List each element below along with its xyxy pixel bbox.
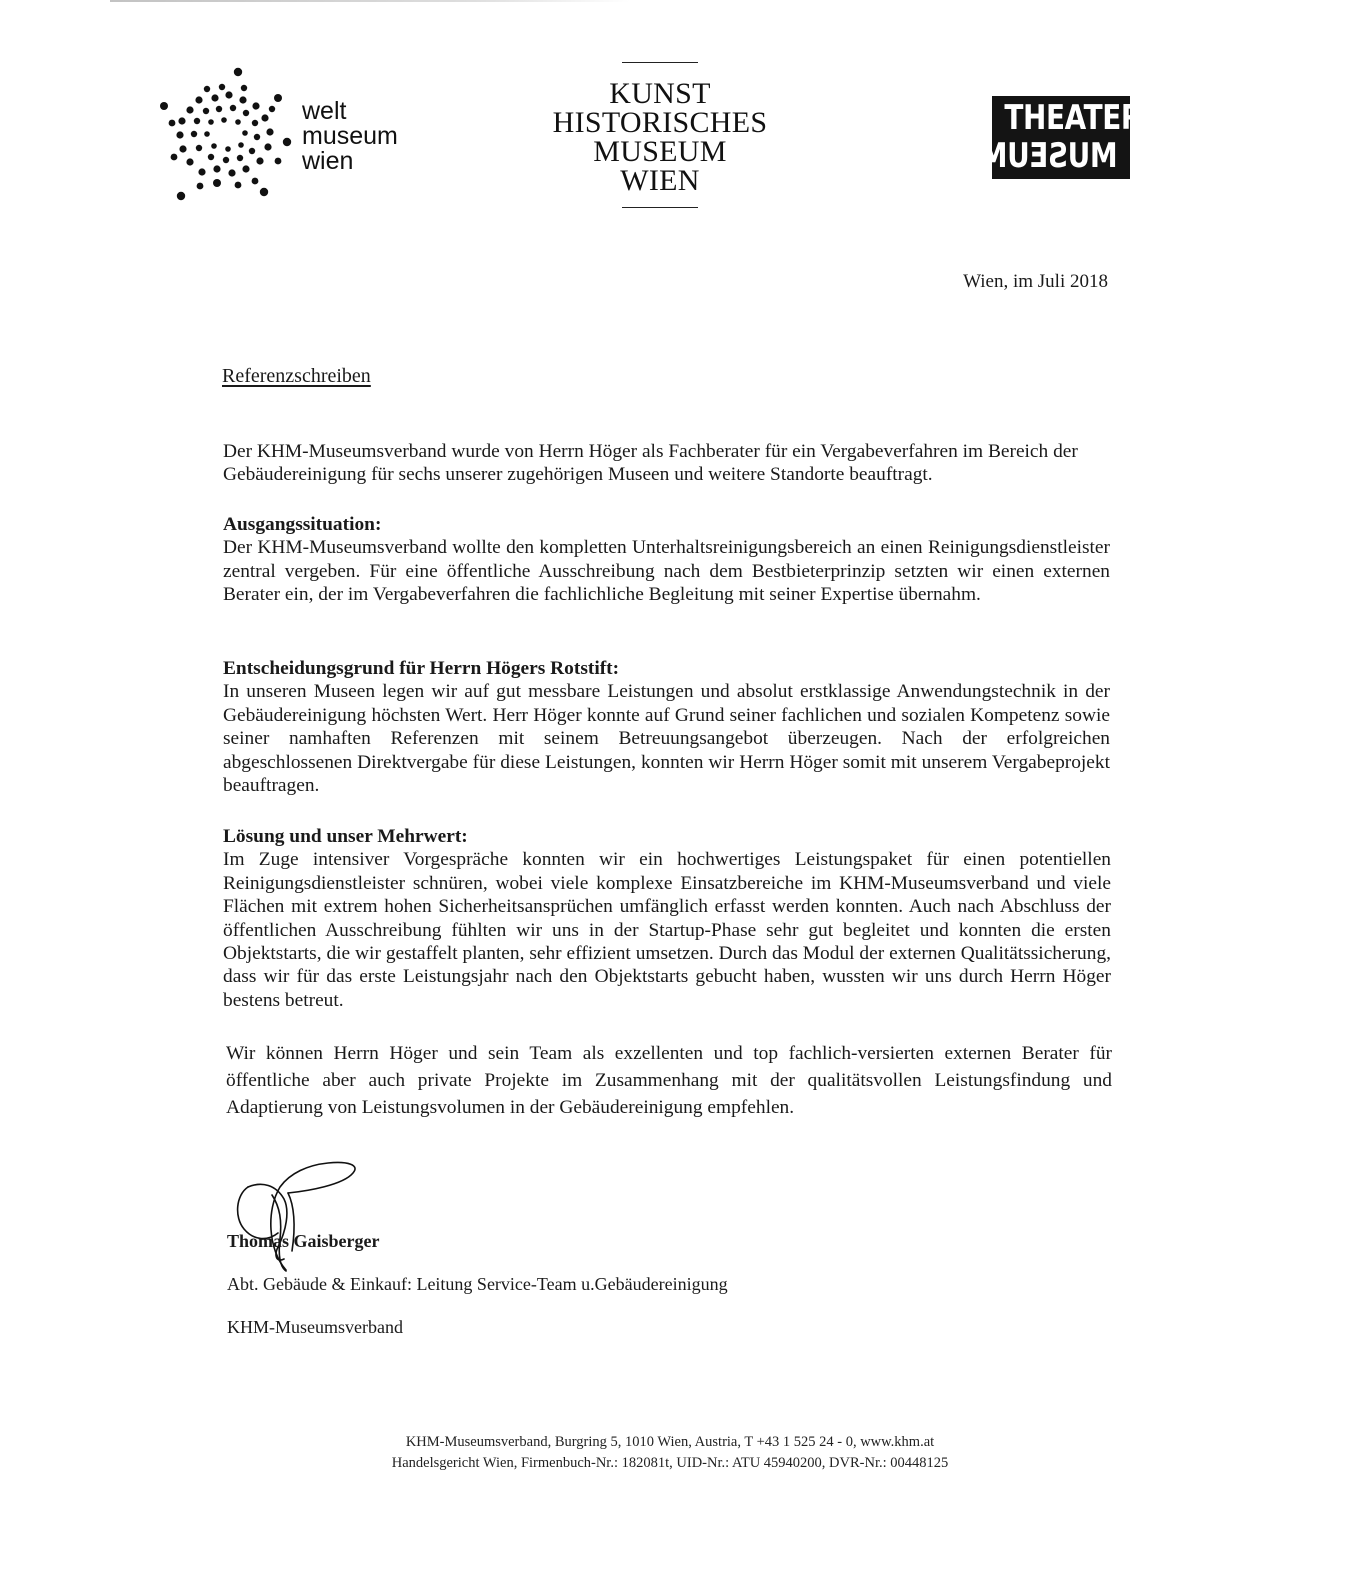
wordmark-line: WIEN	[620, 164, 700, 197]
signer-organization: KHM-Museumsverband	[227, 1317, 403, 1337]
intro-paragraph: Der KHM-Museumsverband wurde von Herrn Höger als Fachberater für ein Vergabeverfahren im Bereich der Gebäudereinigung für sechs unserer zugehörigen Museen und weitere Standorte beauftragt.	[223, 441, 1078, 486]
kunsthistorisches-museum-wien-logo	[520, 62, 800, 208]
weltmuseum-wien-logo	[160, 65, 410, 205]
letter-subject: Referenzschreiben	[222, 365, 371, 387]
wordmark-line: wien	[302, 147, 354, 175]
logo-rule-bottom	[622, 207, 698, 208]
section-text: Der KHM-Museumsverband wollte den kompletten Unterhaltsreinigungsbereich an einen Reinigungsdienstleister zentral vergeben. Für eine öffentliche Ausschreibung nach dem Bestbieterprinzip setzten wir einen externen Berater ein, der im Vergabeverfahren die fachlichliche Begleitung mit seiner Expertise übernahm.	[223, 537, 1110, 606]
khm-wordmark	[520, 79, 800, 195]
footer-registration: Handelsgericht Wien, Firmenbuch-Nr.: 182081t, UID-Nr.: ATU 45940200, DVR-Nr.: 00448125	[391, 1455, 949, 1471]
wordmark-line: MUSEUM	[593, 135, 727, 168]
letter-date: Wien, im Juli 2018	[963, 271, 1108, 292]
section-ausgangssituation	[223, 513, 1110, 607]
logo-rule-top	[622, 62, 698, 63]
dot-burst-icon	[160, 65, 300, 205]
section-text: Im Zuge intensiver Vorgespräche konnten wir ein hochwertiges Leistungspaket für einen potentiellen Reinigungsdienstleister schnüren, wobei viele komplexe Einsatzbereiche im KHM-Museumsverband und viele Flächen mit extrem hohen Sicherheitsansprüchen umfänglich erfasst werden konnten. Auch nach Abschluss der öffentlichen Ausschreibung fühlten wir uns in der Startup-Phase sehr gut begleitet und konnten die ersten Objektstarts, die wir gestaffelt planten, sehr effizient umsetzen. Durch das Modul der externen Qualitätssicherung, dass wir für das erste Leistungsjahr nach den Objektstarts gebucht haben, wussten wir uns durch Herrn Höger bestens betreut.	[223, 849, 1111, 1011]
letter-footer	[270, 1432, 1070, 1474]
section-text: In unseren Museen legen wir auf gut messbare Leistungen und absolut erstklassige Anwendungstechnik in der Gebäudereinigung höchsten Wert. Herr Höger konnte auf Grund seiner fachlichen und sozialen Kompetenz sowie seiner namhaften Referenzen mit seinem Betreuungsangebot überzeugen. Nach der erfolgreichen abgeschlossenen Direktvergabe für diese Leistungen, konnten wir Herrn Höger somit mit unserem Vergabeprojekt beauftragen.	[223, 681, 1110, 797]
signer-name: Thomas Gaisberger	[227, 1231, 380, 1251]
signer-role: Abt. Gebäude & Einkauf: Leitung Service-Team u.Gebäudereinigung	[227, 1274, 728, 1294]
scan-edge-line	[110, 0, 630, 2]
section-heading: Lösung und unser Mehrwert:	[223, 826, 468, 847]
weltmuseum-wordmark	[302, 99, 398, 174]
wordmark-line: museum	[302, 122, 398, 150]
wordmark-line: HISTORISCHES	[552, 106, 768, 139]
section-loesung-mehrwert	[223, 825, 1111, 1012]
section-heading: Entscheidungsgrund für Herrn Högers Rotstift:	[223, 658, 620, 679]
wordmark-line: KUNST	[609, 77, 711, 110]
handwritten-signature-icon	[228, 1155, 368, 1280]
footer-address: KHM-Museumsverband, Burgring 5, 1010 Wien, Austria, T +43 1 525 24 - 0, www.khm.at	[405, 1434, 935, 1450]
theater-wordmark-top: THEATER	[1004, 98, 1142, 138]
section-heading: Ausgangssituation:	[223, 514, 382, 535]
closing-paragraph: Wir können Herrn Höger und sein Team als exzellenten und top fachlich-versierten externen Berater für öffentliche aber auch private Projekte im Zusammenhang mit der qualitätsvollen Leistungsfindung und Adaptierung von Leistungsvolumen in der Gebäudereinigung empfehlen.	[226, 1043, 1112, 1118]
section-entscheidungsgrund	[223, 657, 1110, 797]
wordmark-line: welt	[302, 97, 347, 125]
theatermuseum-logo	[980, 96, 1142, 179]
museum-wordmark-mirrored: MUSEUM	[980, 136, 1118, 176]
